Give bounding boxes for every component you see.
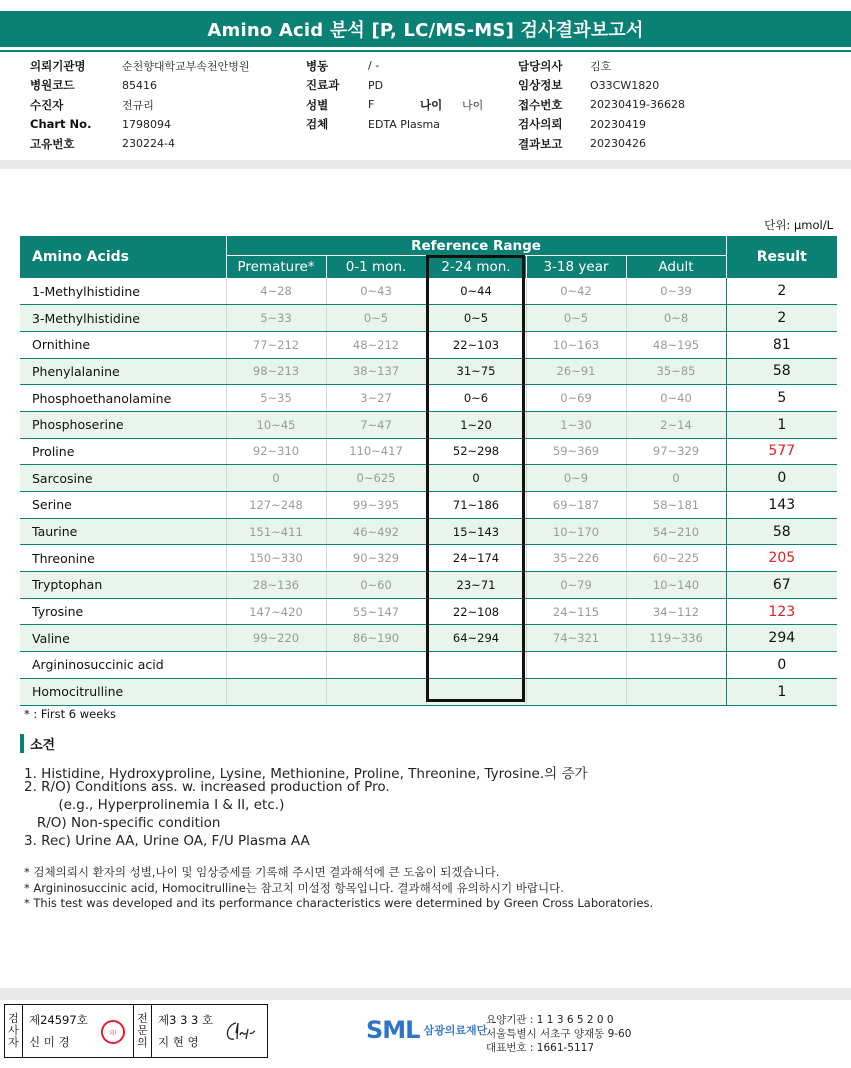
reference-range-cell: 0~43 [326,278,426,305]
result-value: 58 [726,358,837,385]
result-value: 5 [726,385,837,412]
hospital-name: 순천향대학교부속천안병원 [122,59,250,73]
reference-range-cell [526,652,626,679]
report-title: Amino Acid 분석 [P, LC/MS-MS] 검사결과보고서 [0,11,851,47]
header-row: 접수번호 20230419-36628 [518,97,685,112]
reference-range-cell: 90~329 [326,545,426,572]
lab-address: 요양기관 : 1 1 3 6 5 2 0 0 서울특별시 서초구 양재동 9-60 대표번호 : 1661-5117 [486,1014,632,1054]
reference-range-cell: 10~140 [626,572,726,599]
reference-range-cell [226,678,326,705]
result-value: 2 [726,278,837,305]
table-row [20,678,837,705]
logo-org-name: 삼광의료재단 [423,1024,488,1037]
header-info-col1 [30,56,250,154]
opinion-line: 2. R/O) Conditions ass. w. increased production of Pro. [24,779,390,795]
seal-stamp-icon: 印 [101,1020,125,1044]
amino-acid-table [20,236,837,706]
reference-range-cell: 77~212 [226,331,326,358]
doctor-side-label: 전 문 의 [134,1005,152,1057]
doctor-name: 지 현 영 [158,1035,199,1049]
header-ref-col: 3-18 year [526,256,626,279]
table-row [20,652,837,679]
specimen: EDTA Plasma [368,117,440,131]
reference-range-cell: 10~170 [526,518,626,545]
result-value: 1 [726,678,837,705]
reference-range-cell: 92~310 [226,438,326,465]
reference-range-cell: 0 [626,465,726,492]
table-row [20,438,837,465]
ward: / - [368,59,380,73]
reference-range-cell: 147~420 [226,598,326,625]
header-row: 검체 EDTA Plasma [306,117,440,132]
reference-range-cell: 22~103 [426,331,526,358]
header-ref-col: 2-24 mon. [426,256,526,279]
opinion-line: 3. Rec) Urine AA, Urine OA, F/U Plasma AA [24,833,310,849]
reference-range-cell: 15~143 [426,518,526,545]
chart-number: 1798094 [122,117,171,131]
tester-signature [23,1005,134,1057]
header-amino-acids: Amino Acids [20,236,226,278]
request-date: 20230419 [590,117,646,131]
header-row: 고유번호 230224-4 [30,136,175,151]
reference-range-cell: 4~28 [226,278,326,305]
tester-name: 신 미 경 [29,1035,70,1049]
table-row [20,278,837,305]
reference-range-cell: 98~213 [226,358,326,385]
amino-acid-rows [20,278,837,705]
reference-range-cell: 86~190 [326,625,426,652]
reference-range-cell: 0~5 [426,305,526,332]
reference-range-cell: 0~44 [426,278,526,305]
reference-range-cell: 24~174 [426,545,526,572]
note-line: * 검체의뢰시 환자의 성별,나이 및 임상증세를 기록해 주시면 결과해석에 큰 도움이 되겠습니다. [24,865,500,879]
reference-range-cell: 119~336 [626,625,726,652]
table-row [20,411,837,438]
table-row [20,625,837,652]
opinion-heading-text: 소견 [30,738,56,753]
reference-range-cell: 60~225 [626,545,726,572]
amino-acid-name: 1-Methylhistidine [20,278,226,305]
header-row: 담당의사 김호 [518,58,612,73]
header-row: 의뢰기관명 순천향대학교부속천안병원 [30,58,250,73]
sml-logo [366,1016,487,1044]
result-value: 143 [726,492,837,519]
reference-range-cell: 0~9 [526,465,626,492]
table-row [20,518,837,545]
opinion-line: 1. Histidine, Hydroxyproline, Lysine, Methionine, Proline, Threonine, Tyrosine.의 증가 [24,766,588,782]
table-row [20,492,837,519]
result-value: 294 [726,625,837,652]
reference-range-cell [326,678,426,705]
doctor: 김호 [590,59,612,73]
reference-range-cell [626,678,726,705]
header-row: 결과보고 20230426 [518,136,646,151]
reference-range-cell [426,678,526,705]
amino-acid-name: Phenylalanine [20,358,226,385]
tester-license: 제24597호 [29,1013,88,1027]
reference-range-cell: 5~33 [226,305,326,332]
header-row: 성별 F 나이 나이 [306,97,484,112]
amino-acid-name: Threonine [20,545,226,572]
reference-range-cell: 0~69 [526,385,626,412]
reference-range-cell: 38~137 [326,358,426,385]
doctor-signature [152,1005,262,1057]
header-ref-col: Premature* [226,256,326,279]
reference-range-cell [226,652,326,679]
result-value: 58 [726,518,837,545]
reference-range-cell: 1~30 [526,411,626,438]
reference-range-cell: 54~210 [626,518,726,545]
reference-range-cell: 150~330 [226,545,326,572]
reference-range-cell: 3~27 [326,385,426,412]
reference-range-cell: 0 [426,465,526,492]
result-value: 0 [726,465,837,492]
amino-acid-name: Proline [20,438,226,465]
table-row [20,385,837,412]
table-row [20,598,837,625]
table-row [20,465,837,492]
unique-number: 230224-4 [122,137,175,151]
header-row: 병원코드 85416 [30,78,157,93]
reference-range-cell: 64~294 [426,625,526,652]
reference-range-cell: 35~226 [526,545,626,572]
header-row: 임상정보 O33CW1820 [518,78,660,93]
reference-range-cell: 10~45 [226,411,326,438]
table-row [20,545,837,572]
amino-acid-name: Argininosuccinic acid [20,652,226,679]
signature-box [4,1004,268,1058]
amino-acid-name: Taurine [20,518,226,545]
unit-label: 단위: μmol/L [764,218,833,232]
opinion-line: (e.g., Hyperprolinemia I & II, etc.) [24,797,285,813]
table-row [20,305,837,332]
handwritten-signature-icon [222,1019,256,1045]
amino-acid-name: Valine [20,625,226,652]
reference-range-cell: 7~47 [326,411,426,438]
reference-range-cell: 58~181 [626,492,726,519]
reference-range-cell: 22~108 [426,598,526,625]
department: PD [368,78,384,92]
age: 나이 [462,98,484,112]
report-date: 20230426 [590,137,646,151]
reference-range-cell [326,652,426,679]
logo-mark: SML [366,1016,420,1044]
amino-acid-name: 3-Methylhistidine [20,305,226,332]
header-row: 수진자 전규리 [30,97,154,112]
reference-range-cell [426,652,526,679]
result-value: 67 [726,572,837,599]
doctor-license: 제3 3 3 호 [158,1013,214,1027]
header-row: Chart No. 1798094 [30,117,171,132]
reference-range-cell [526,678,626,705]
reference-range-cell: 0~79 [526,572,626,599]
reference-range-cell: 69~187 [526,492,626,519]
reference-range-cell: 0 [226,465,326,492]
section-divider [0,160,851,169]
title-divider [0,50,851,52]
header-info-col2 [306,56,483,134]
header-row: 진료과 PD [306,78,384,93]
reference-range-cell: 0~60 [326,572,426,599]
reference-range-cell: 26~91 [526,358,626,385]
reference-range-cell: 0~5 [326,305,426,332]
reference-range-cell: 48~195 [626,331,726,358]
amino-acid-name: Tyrosine [20,598,226,625]
reference-range-cell: 34~112 [626,598,726,625]
reference-range-cell: 46~492 [326,518,426,545]
result-value: 0 [726,652,837,679]
reference-range-cell: 151~411 [226,518,326,545]
amino-acid-name: Tryptophan [20,572,226,599]
result-value: 81 [726,331,837,358]
reference-range-cell: 0~5 [526,305,626,332]
reference-range-cell [626,652,726,679]
receipt-number: 20230419-36628 [590,98,685,112]
opinion-line: R/O) Non-specific condition [24,815,221,831]
reference-range-cell: 10~163 [526,331,626,358]
result-value: 1 [726,411,837,438]
note-line: * This test was developed and its performance characteristics were determined by Green Cross Laboratories. [24,896,654,910]
hospital-code: 85416 [122,78,157,92]
reference-range-cell: 1~20 [426,411,526,438]
amino-acid-name: Serine [20,492,226,519]
premature-footnote: * : First 6 weeks [24,707,116,721]
reference-range-cell: 23~71 [426,572,526,599]
header-ref-col: Adult [626,256,726,279]
reference-range-cell: 97~329 [626,438,726,465]
result-value: 123 [726,598,837,625]
opinion-heading [20,734,55,753]
reference-range-cell: 0~625 [326,465,426,492]
tester-side-label: 검 사 자 [5,1005,23,1057]
result-value: 577 [726,438,837,465]
reference-range-cell: 127~248 [226,492,326,519]
amino-acid-name: Homocitrulline [20,678,226,705]
reference-range-cell: 0~40 [626,385,726,412]
reference-range-cell: 99~395 [326,492,426,519]
header-result: Result [726,236,837,278]
amino-acid-name: Phosphoethanolamine [20,385,226,412]
table-row [20,572,837,599]
reference-range-cell: 28~136 [226,572,326,599]
note-line: * Argininosuccinic acid, Homocitrulline는 참고치 미설정 항목입니다. 결과해석에 유의하시기 바랍니다. [24,881,564,895]
patient-name: 전규리 [122,98,154,112]
amino-acid-name: Ornithine [20,331,226,358]
amino-acid-name: Sarcosine [20,465,226,492]
reference-range-cell: 5~35 [226,385,326,412]
header-row: 검사의뢰 20230419 [518,117,646,132]
reference-range-cell: 55~147 [326,598,426,625]
reference-range-cell: 0~39 [626,278,726,305]
table-row [20,331,837,358]
header-reference-range: Reference Range [226,236,726,256]
footer-divider [0,988,851,1000]
heading-marker [20,734,24,753]
reference-range-cell: 31~75 [426,358,526,385]
clinical-info: O33CW1820 [590,78,660,92]
reference-range-cell: 48~212 [326,331,426,358]
reference-range-cell: 99~220 [226,625,326,652]
reference-range-cell: 0~42 [526,278,626,305]
reference-range-cell: 0~8 [626,305,726,332]
reference-range-cell: 35~85 [626,358,726,385]
reference-range-cell: 110~417 [326,438,426,465]
reference-range-cell: 52~298 [426,438,526,465]
reference-range-cell: 24~115 [526,598,626,625]
table-row [20,358,837,385]
header-row: 병동 / - [306,58,380,73]
header-info-col3 [518,56,685,154]
reference-range-cell: 0~6 [426,385,526,412]
result-value: 205 [726,545,837,572]
result-value: 2 [726,305,837,332]
reference-range-cell: 74~321 [526,625,626,652]
reference-range-cell: 59~369 [526,438,626,465]
reference-range-cell: 71~186 [426,492,526,519]
amino-acid-name: Phosphoserine [20,411,226,438]
reference-range-cell: 2~14 [626,411,726,438]
sex: F [368,98,375,112]
header-ref-col: 0-1 mon. [326,256,426,279]
